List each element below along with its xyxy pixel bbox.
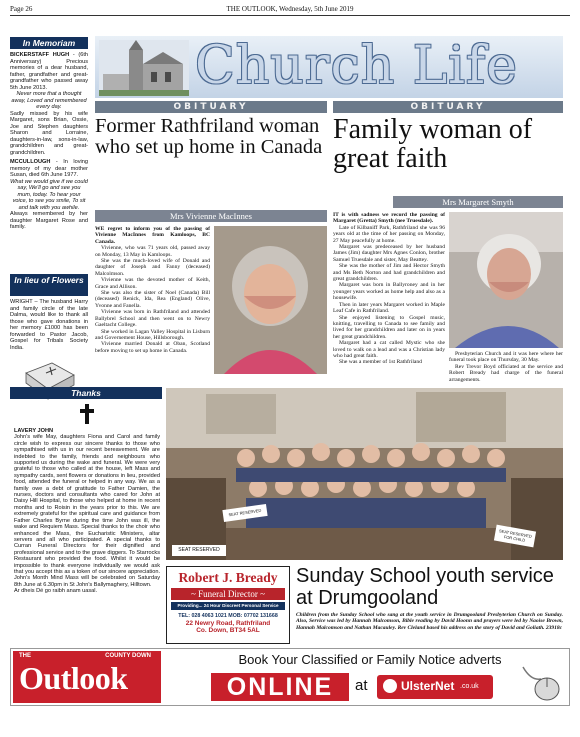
footer-ad-online: ONLINE: [211, 673, 349, 701]
memoriam-entry-1: [10, 52, 88, 156]
obit-right-lead: IT is with sadness we record the passing of Margaret (Gretta) Smyth (nee Truesdale).: [333, 212, 445, 225]
outlook-logo-text: Outlook: [19, 660, 128, 696]
vivienne-photo: [214, 226, 327, 374]
memoriam-verse-2: What we would give if we could say, We'll go and see you mum, today. To hear your voice, to see you smile, To sit and talk with you awhile.: [10, 178, 88, 211]
obit-right-p5: Then in later years Margaret worked in Maple Leaf Cafe in Rathfriland.: [333, 301, 445, 315]
in-lieu-title: In lieu of Flowers: [10, 274, 88, 296]
funeral-ad-strap: Providing... 24 Hour Discreet Personal Service: [171, 602, 285, 610]
thanks-text: John's wife May, daughters Fiona and Carol and family circle wish to express our sincere thanks to those who sympathised with us in our recent bereavement. We are indebted to the family, friends and neighbours who supported us during the wake and funeral. We were very grateful to those who called at the house, left Mass and sympathy cards, sent flowers or donations in lieu, provided food, attended the funeral or helped in any way. We as a family owe a debt of gratitude to Father Damien, the nurses, doctors and consultants who cared for John at Daisy Hill Hospital, to those who helped at home in recent months and to Roisin in the years prior to this. We are extremely grateful for the spiritual care and guidance from Father Charles Byrne during the time John was ill, the wake and Requiem Mass. Special thanks to the choir who enhanced the Mass, the Eucharistic Ministers, altar servers and all who participated. A special thanks to Curran Funeral Directors for their dignified and professional service and to the grave diggers. To Starrocks Restaurant who provided the food. Whilst it would be impossible to thank everyone individually we would ask that you accept this as a token of our sincere appreciation. John's Month Mind Mass will be celebrated on Saturday 8th June at 6.30pm in St John's Ballymaghery, Hilltown.: [14, 434, 160, 588]
funeral-ad-phone: TEL: 028 4063 1021 MOB: 07702 131668: [178, 613, 278, 619]
obit-right-p2: Margaret was predeceased by her husband James (Jim) daughter Mrs Agnes Conlon, brother Samuel Truesdale and sister, May Beattey.: [333, 244, 445, 263]
church-life-banner: [95, 36, 563, 98]
memoriam-name-2: MCCULLOUGH: [10, 159, 51, 165]
thanks-closing: Ar dheis Dé go raibh anam uasal.: [14, 588, 98, 595]
obituary-label-left: OBITUARY: [95, 101, 327, 113]
obit-left-p4: She was also the sister of Noel (Canada) Bill (deceased) Renick, Ida, Rea (England) Olive, Yvonne and Fanella.: [95, 290, 210, 309]
obit-left-p7: Vivienne married Donald at Oban, Scotland before moving to set up home in Canada.: [95, 341, 210, 354]
obituary-left-headline: Former Rathfriland woman who set up home in Canada: [95, 115, 323, 159]
sunday-school-headline: Sunday School youth service at Drumgooland: [296, 565, 554, 609]
obit-right-p9: Presbyterian Church and it was here where her funeral took place on Thursday, 30 May.: [449, 351, 563, 364]
outlook-logo-county: COUNTY DOWN: [105, 653, 151, 659]
footer-ad-at: at: [355, 677, 368, 694]
memoriam-family-2: Always remembered by her daughter Margaret Rose and family.: [10, 211, 88, 230]
memoriam-family-1: Sadly missed by his wife Margaret, sons Brian, Ossie, Joe and Stephen daughters Sharon and Lorraine, daughters-in-law, sons-in-law, grandchildren and great-grandchildren.: [10, 110, 88, 156]
margaret-photo: [449, 212, 563, 348]
obituary-right-headline: Family woman of great faith: [333, 114, 533, 174]
obituary-right-caption: Mrs Margaret Smyth: [393, 196, 563, 208]
obit-left-p2: She was the much-loved wife of Donald and daughter of Joseph and Fanny (deceased) Malcolmson.: [95, 258, 210, 277]
funeral-director-ad: [166, 566, 290, 644]
memoriam-text-1: - (6th Anniversary) Precious memories of a dear husband, father, grandfather and great-grandfather who passed away 5th June 2013.: [10, 52, 88, 91]
obit-right-p7: Margaret had a cat called Mystic who she loved to walk on a lead and was a Christian lady who had great faith.: [333, 340, 445, 359]
obituary-right-body-cont: [449, 351, 563, 383]
obit-right-p3: She was the mother of Jim and Hector Smyth and Ms Beth Norton and had grandchildren and great grandchildren.: [333, 263, 445, 283]
obituary-label-right: OBITUARY: [333, 101, 563, 113]
cross-icon: [80, 404, 94, 424]
obit-right-p6: She enjoyed listening to Gospel music, knitting, travelling to Canada to see family and lived for her grandchildren and later on in years her great grandchildren.: [333, 314, 445, 340]
memoriam-text-2: - In loving memory of my dear mother Susan, died 6th June 1977.: [10, 159, 88, 178]
funeral-ad-role: ~ Funeral Director ~: [171, 588, 285, 600]
obituary-right-body: [333, 212, 445, 366]
computer-mouse-icon: [519, 665, 563, 703]
page-header: [10, 4, 570, 16]
obit-left-p3: Vivienne was the devoted mother of Keith, Grace and Allison.: [95, 277, 210, 290]
funeral-ad-name: Robert J. Bready: [167, 570, 289, 586]
page-number: Page 26: [10, 5, 33, 13]
obit-right-p1: Late of Kilbaniff Park, Rathfriland she was 96 years old at the time of her passing on Monday, 27 May peacefully at home.: [333, 224, 445, 244]
funeral-ad-address-1: 22 Newry Road, Rathfriland: [185, 620, 271, 627]
obit-left-p1: Vivienne, who was 71 years old, passed away on Monday, 13 May in Kamloops.: [95, 245, 210, 258]
obit-left-p6: She worked in Lagan Valley Hospital in Lisburn and Governement House, Hillsborough.: [95, 328, 210, 341]
thanks-title: Thanks: [10, 387, 162, 399]
seat-reserved-sign-1: SEAT RESERVED: [222, 504, 267, 522]
memoriam-verse-1: Never more that a thought away, Loved and remembered every day.: [11, 91, 87, 110]
footer-ad-headline: Book Your Classified or Family Notice adverts: [238, 652, 502, 667]
thanks-body: [14, 428, 160, 595]
obit-left-lead: WE regret to inform you of the passing of Vivienne MacInnes from Kamloops, BC Canada.: [95, 226, 210, 245]
ulsternet-brand: UlsterNet: [401, 679, 455, 693]
in-lieu-text: WRIGHT – The husband Harry and family circle of the late Dalma, would like to thank all those who gave donations in her memory £1000 has been forwarded to Pastor Jacob, Gospel for Tribals Society India.: [10, 299, 88, 351]
obit-right-p4: Margaret was born in Ballyroney and in her younger years worked as home help and also as a housewife.: [333, 282, 445, 302]
memoriam-name-1: BICKERSTAFF HUGH: [10, 52, 70, 58]
in-memoriam-column: [10, 37, 88, 231]
in-memoriam-title: In Memoriam: [10, 37, 88, 49]
obituary-left-caption: Mrs Vivienne MacInnes: [95, 210, 327, 222]
obit-left-p5: Vivienne was born in Rathfriland and attended Ballybrel School and then went on to Newry Gaeltacht College.: [95, 309, 210, 329]
seat-reserved-sign-2: SEAT RESERVED: [172, 545, 226, 556]
classified-advert-banner: [10, 648, 570, 706]
seat-reserved-sign-3: SEAT RESERVED FOR CHILD: [494, 525, 536, 548]
obit-right-p8: She was a member of 1st Rathfriland: [339, 359, 422, 366]
funeral-ad-address-2: Co. Down, BT34 5AL: [196, 627, 260, 634]
outlook-logo: [13, 651, 161, 703]
globe-icon: [383, 679, 397, 693]
sunday-school-caption: Children from the Sunday School who sang at the youth service in Drumgooland Presbyterian Church on Sunday. Also, Service was led by Hannah Malcomson, Bible reading by David Hoonn and prayers were led by Naoise Brown, Hannah Malcomson and Nathan Macauley. Rev Cleland based his address on the story of David and Goliath. 23918c: [296, 612, 563, 631]
church-building-icon: [99, 40, 189, 96]
ulsternet-suffix: .co.uk: [460, 683, 479, 690]
ulsternet-logo[interactable]: [377, 675, 493, 699]
obituary-left-body: [95, 226, 210, 354]
thanks-name: LAVERY JOHN: [14, 428, 54, 434]
outlook-logo-the: THE: [19, 653, 31, 659]
obit-right-p10: Rev Trevor Boyd officiated at the service and Robert Bready had charge of the funeral arrangements.: [449, 363, 563, 383]
paper-dateline: THE OUTLOOK, Wednesday, 5th June 2019: [226, 5, 354, 13]
banner-title: Church Life: [195, 36, 518, 96]
memoriam-entry-2: [10, 159, 88, 231]
